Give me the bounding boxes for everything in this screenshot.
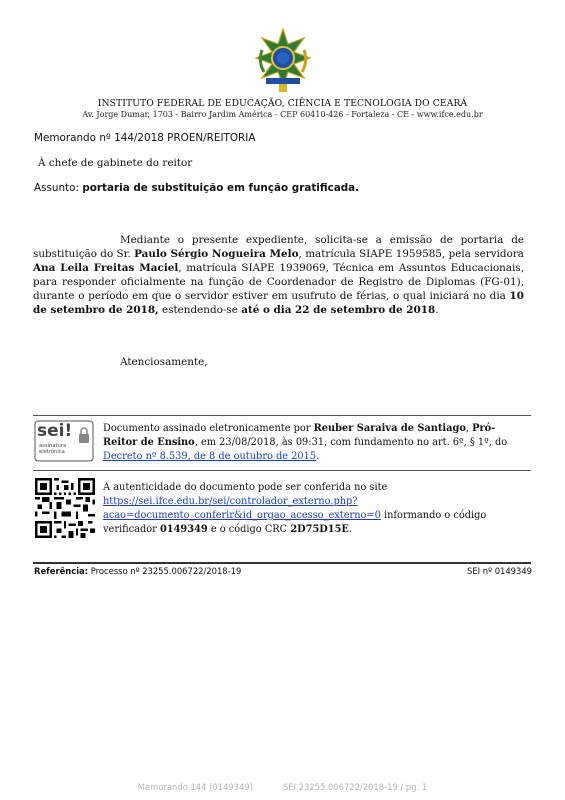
sei-document-number: SEI nº 0149349: [467, 566, 532, 576]
sei-logo-caption: assinatura eletrônica: [39, 443, 67, 455]
page-footer: [0, 782, 565, 792]
signature-text: Documento assinado eletronicamente por Reuber Saraiva de Santiago, Pró-Reitor de Ensino, em 23/08/2018, às 09:31, com fundamento no art. 6º, § 1º, do Decreto nº 8.539, de 8 de outubro de 2015.: [103, 423, 508, 462]
crc-code: 2D75D15E: [290, 524, 349, 535]
reference-value: Processo nº 23255.006722/2018-19: [88, 566, 242, 576]
memo-number: Memorando nº 144/2018 PROEN/REITORIA: [34, 132, 256, 144]
memo-recipient: À chefe de gabinete do reitor: [38, 157, 193, 169]
authenticity-text: A autenticidade do documento pode ser conferida no site https://sei.ifce.edu.br/sei/controlador_externo.php?acao=documento_conferir&id_orgao_acesso_externo=0 informando o código verificador 0149349 e o código CRC 2D75D15E.: [103, 482, 487, 535]
body-paragraph: [33, 233, 524, 318]
lock-icon: [79, 434, 89, 443]
signer-role: Pró-Reitor de Ensino: [103, 423, 496, 448]
signer-name: Reuber Saraiva de Santiago: [313, 423, 466, 434]
verification-code: 0149349: [159, 524, 208, 535]
sei-signature-logo: [34, 420, 94, 462]
ribbon: [266, 78, 300, 84]
divider: [33, 470, 531, 471]
footer-left: Memorando 144 (0149349): [137, 782, 253, 792]
body-text: , matrícula SIAPE 1959585, pela servidora: [298, 248, 524, 261]
coat-of-arms-emblem: [252, 28, 314, 94]
start-date: 10 de setembro de 2018,: [33, 290, 524, 317]
subject-label: Assunto:: [34, 182, 83, 194]
memo-subject: [34, 182, 359, 194]
qr-code: [35, 478, 95, 538]
body-text: .: [435, 304, 439, 317]
footer-right: SEI 23255.006722/2018-19 / pg. 1: [282, 782, 428, 792]
person-name: Ana Leila Freitas Maciel: [33, 262, 179, 275]
divider: [33, 562, 531, 564]
body-text: estendendo-se: [158, 304, 242, 317]
end-date: até o dia 22 de setembro de 2018: [241, 304, 436, 317]
process-reference: [34, 566, 241, 576]
subject-value: portaria de substituição em função gratificada.: [82, 182, 360, 194]
divider: [33, 415, 531, 416]
verification-link[interactable]: https://sei.ifce.edu.br/sei/controlador_externo.php?acao=documento_conferir&id_orgao_acesso_externo=0: [103, 496, 381, 521]
institution-name: INSTITUTO FEDERAL DE EDUCAÇÃO, CIÊNCIA E TECNOLOGIA DO CEARÁ: [97, 98, 468, 109]
body-text: , matrícula SIAPE 1939069, Técnica em Assuntos Educacionais, para responder oficialmente na função de Coordenador de Registro de Diplomas (FG-01), durante o período em que o servidor estiver em usufruto de férias, o qual iniciará no dia: [33, 262, 524, 303]
reference-label: Referência:: [34, 566, 89, 576]
institution-address: Av. Jorge Dumar, 1703 - Bairro Jardim América - CEP 60410-426 - Fortaleza - CE - www.ifce.edu.br: [82, 110, 483, 119]
sword-hilt: [279, 84, 287, 92]
person-name: Paulo Sérgio Nogueira Melo: [134, 248, 299, 261]
body-text: Mediante o presente expediente, solicita-se a emissão de portaria de substituição do Sr.: [33, 234, 524, 261]
emblem-inner: [277, 52, 289, 64]
sei-logo-text: sei!: [37, 421, 73, 441]
closing: Atenciosamente,: [120, 356, 208, 368]
decree-link[interactable]: Decreto nº 8.539, de 8 de outubro de 2015: [103, 451, 317, 462]
